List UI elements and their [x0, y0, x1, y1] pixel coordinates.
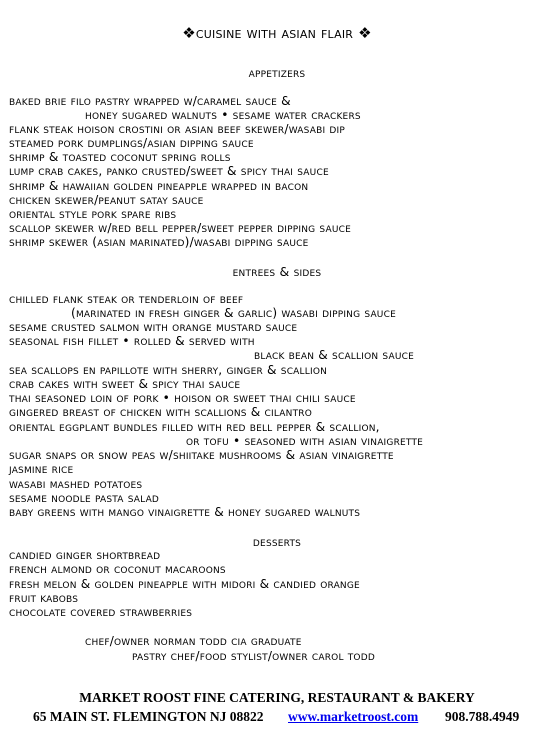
menu-item: crab cakes with sweet & spicy thai sauce	[9, 377, 241, 391]
menu-item: fresh melon & golden pineapple with midori & candied orange	[9, 577, 360, 591]
menu-item: or tofu • seasoned with asian vinaigrette	[186, 434, 424, 448]
chef-credit: chef/owner norman todd cia graduate	[85, 634, 302, 648]
menu-item: thai seasoned loin of pork • hoison or sweet thai chili sauce	[9, 391, 356, 405]
website-link[interactable]: www.marketroost.com	[288, 709, 419, 724]
phone-number: 908.788.4949	[445, 709, 520, 724]
menu-item: honey sugared walnuts • sesame water crackers	[85, 108, 361, 122]
desserts-heading: desserts	[252, 534, 302, 549]
menu-title: ❖cuisine with asian flair ❖	[182, 24, 372, 42]
menu-item: chilled flank steak or tenderloin of beef	[9, 292, 244, 306]
appetizers-heading: appetizers	[248, 65, 306, 80]
menu-item: fruit kabobs	[9, 591, 79, 605]
menu-item: shrimp & toasted coconut spring rolls	[9, 150, 231, 164]
menu-item: lump crab cakes, panko crusted/sweet & spicy thai sauce	[9, 164, 329, 178]
business-name: MARKET ROOST FINE CATERING, RESTAURANT & BAKERY	[79, 690, 475, 705]
menu-item: shrimp & hawaiian golden pineapple wrapped in bacon	[9, 179, 309, 193]
menu-item: steamed pork dumplings/asian dipping sauce	[9, 136, 254, 150]
menu-item: chocolate covered strawberries	[9, 605, 193, 619]
menu-item: chicken skewer/peanut satay sauce	[9, 193, 204, 207]
address: 65 MAIN ST. FLEMINGTON NJ 08822	[33, 709, 264, 724]
menu-item: oriental eggplant bundles filled with red bell pepper & scallion,	[9, 420, 380, 434]
pastry-chef-credit: pastry chef/food stylist/owner carol todd	[132, 649, 375, 663]
menu-item: oriental style pork spare ribs	[9, 207, 177, 221]
entrees-heading: entrees & sides	[232, 264, 322, 279]
menu-item: baked brie filo pastry wrapped w/caramel sauce &	[9, 94, 291, 108]
menu-item: french almond or coconut macaroons	[9, 562, 226, 576]
menu-item: sesame noodle pasta salad	[9, 491, 160, 505]
menu-item: gingered breast of chicken with scallions & cilantro	[9, 405, 313, 419]
menu-item: sea scallops en papillote with sherry, ginger & scallion	[9, 363, 328, 377]
menu-item: wasabi mashed potatoes	[9, 477, 143, 491]
menu-item: sesame crusted salmon with orange mustard sauce	[9, 320, 298, 334]
menu-item: baby greens with mango vinaigrette & honey sugared walnuts	[9, 505, 361, 519]
menu-item: jasmine rice	[9, 462, 74, 476]
menu-item: shrimp skewer (asian marinated)/wasabi dipping sauce	[9, 235, 309, 249]
menu-item: black bean & scallion sauce	[254, 348, 414, 362]
menu-item: seasonal fish fillet • rolled & served with	[9, 334, 255, 348]
menu-item: scallop skewer w/red bell pepper/sweet pepper dipping sauce	[9, 221, 351, 235]
menu-item: flank steak hoison crostini or asian beef skewer/wasabi dip	[9, 122, 346, 136]
menu-item: (marinated in fresh ginger & garlic) wasabi dipping sauce	[71, 306, 396, 320]
menu-item: candied ginger shortbread	[9, 548, 161, 562]
menu-item: sugar snaps or snow peas w/shiitake mushrooms & asian vinaigrette	[9, 448, 394, 462]
